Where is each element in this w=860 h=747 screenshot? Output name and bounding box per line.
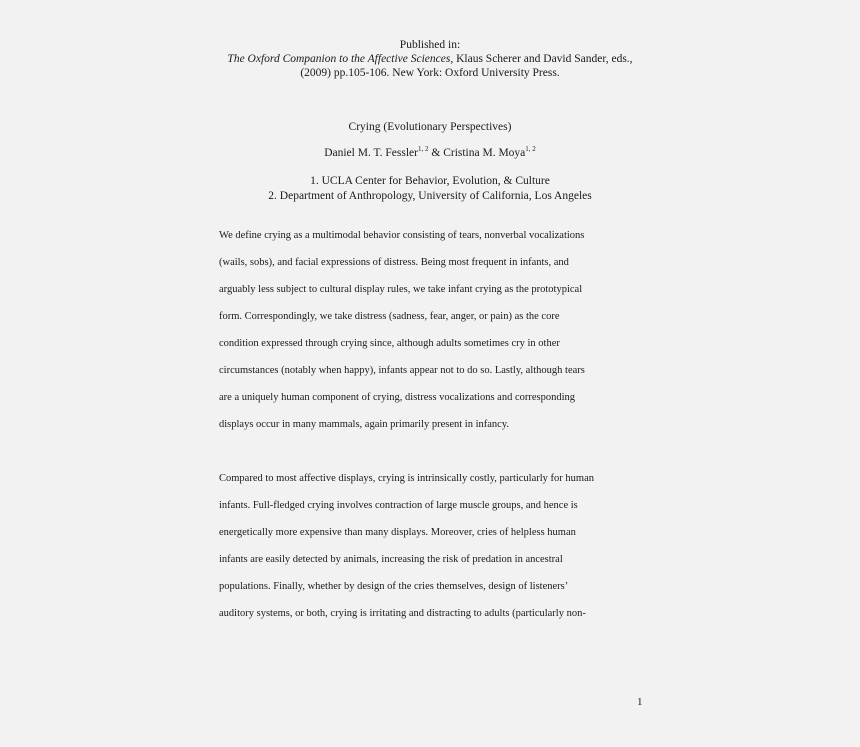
publication-source — [0, 52, 860, 66]
text-line: are a uniquely human component of crying, distress vocalizations and corresponding — [219, 392, 576, 403]
book-editors: Klaus Scherer and David Sander, eds., — [453, 53, 633, 65]
text-line: energetically more expensive than many displays. Moreover, cries of helpless human — [219, 527, 576, 538]
text-line: circumstances (notably when happy), infants appear not to do so. Lastly, although tears — [219, 365, 585, 376]
text-line: infants. Full-fledged crying involves contraction of large muscle groups, and hence is — [219, 500, 578, 511]
text-line: auditory systems, or both, crying is irritating and distracting to adults (particularly non- — [219, 608, 586, 619]
author-line — [0, 145, 860, 161]
article-title: Crying (Evolutionary Perspectives) — [348, 121, 512, 133]
text-line: infants are easily detected by animals, increasing the risk of predation in ancestral — [219, 554, 563, 565]
publication-citation: (2009) pp.105-106. New York: Oxford University Press. — [300, 67, 560, 79]
text-line: populations. Finally, whether by design of the cries themselves, design of listeners’ — [219, 581, 569, 592]
body-paragraph — [219, 222, 649, 438]
book-title: The Oxford Companion to the Affective Sciences, — [227, 53, 454, 65]
text-line: displays occur in many mammals, again primarily present in infancy. — [219, 419, 510, 430]
text-line: We define crying as a multimodal behavior consisting of tears, nonverbal vocalizations — [219, 230, 585, 241]
affiliation-line: 1. UCLA Center for Behavior, Evolution, & Culture — [310, 175, 550, 187]
page-number: 1 — [637, 696, 643, 708]
body-paragraph — [219, 465, 649, 627]
text-line: (wails, sobs), and facial expressions of distress. Being most frequent in infants, and — [219, 257, 569, 268]
publication-header — [0, 38, 860, 80]
author-name: Cristina M. Moya — [443, 147, 526, 159]
published-label: Published in: — [399, 39, 461, 51]
author-affiliation-marker: 1, 2 — [417, 145, 429, 153]
text-line: arguably less subject to cultural display rules, we take infant crying as the prototypical — [219, 284, 583, 295]
text-line: Compared to most affective displays, crying is intrinsically costly, particularly for human — [219, 473, 594, 484]
text-line: form. Correspondingly, we take distress (sadness, fear, anger, or pain) as the core — [219, 311, 560, 322]
author-separator: & — [428, 147, 444, 159]
author-name: Daniel M. T. Fessler — [324, 147, 418, 159]
author-affiliation-marker: 1, 2 — [525, 145, 536, 153]
affiliations — [0, 174, 860, 203]
text-line: condition expressed through crying since, although adults sometimes cry in other — [219, 338, 560, 349]
affiliation-line: 2. Department of Anthropology, University of California, Los Angeles — [268, 189, 592, 202]
